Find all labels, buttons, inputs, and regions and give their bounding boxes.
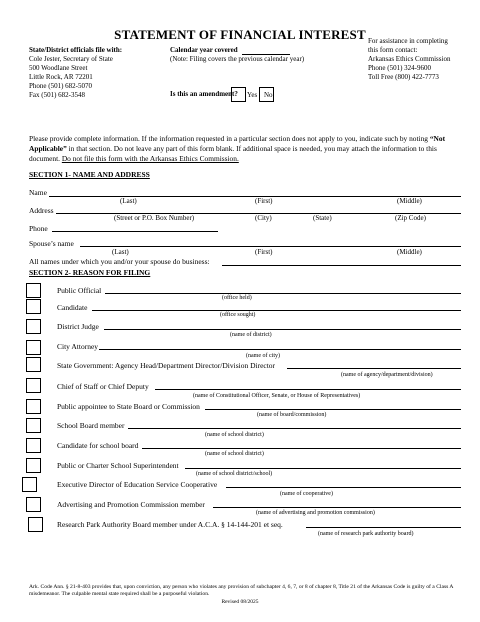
reason-checkbox[interactable]: [26, 319, 41, 334]
reason-sub: (name of school district): [205, 432, 264, 438]
address-label: Address: [29, 206, 54, 215]
footer-statute-text: Ark. Code Ann. § 21-8-403 provides that, upon conviction, any person who violates any provision of subchapter 4, 6, 7, or 8 of chapter 8, Title 21 of the Arkansas Code is guilty of a Class A misdemeanor. The culpable mental state required shall be a purposeful violation.: [29, 584, 454, 597]
reason-label: School Board member: [57, 421, 125, 430]
reason-label: Public appointee to State Board or Commission: [57, 402, 200, 411]
reason-field[interactable]: [104, 329, 461, 330]
reason-sub: (office sought): [220, 312, 256, 318]
spouse-name-field[interactable]: [80, 246, 461, 247]
section2-heading: SECTION 2- REASON FOR FILING: [29, 268, 151, 277]
spouse-label: Spouse’s name: [29, 239, 74, 248]
calendar-note: (Note: Filing covers the previous calendar year): [170, 55, 305, 63]
address-sub-street: (Street or P.O. Box Number): [114, 214, 195, 222]
reason-sub: (name of city): [246, 353, 280, 359]
address-sub-zip: (Zip Code): [395, 214, 426, 222]
reason-label: Candidate: [57, 303, 88, 312]
reason-checkbox[interactable]: [26, 378, 41, 393]
reason-label: Executive Director of Education Service Cooperative: [57, 480, 218, 489]
section1-heading: SECTION 1- NAME AND ADDRESS: [29, 170, 150, 179]
reason-sub: (name of agency/department/division): [341, 372, 433, 378]
file-with-line: Fax (501) 682-3548: [29, 91, 85, 99]
reason-checkbox[interactable]: [26, 283, 41, 298]
address-sub-city: (City): [255, 214, 272, 222]
assistance-line: For assistance in completing: [368, 37, 448, 45]
name-label: Name: [29, 188, 47, 197]
reason-checkbox[interactable]: [26, 458, 41, 473]
reason-field[interactable]: [155, 389, 461, 390]
reason-label: Chief of Staff or Chief Deputy: [57, 382, 149, 391]
reason-sub: (name of cooperative): [280, 491, 333, 497]
reason-field[interactable]: [287, 368, 461, 369]
reason-sub: (name of board/commission): [257, 412, 327, 418]
reason-field[interactable]: [99, 349, 461, 350]
file-with-line: Cole Jester, Secretary of State: [29, 55, 113, 63]
calendar-year-label: Calendar year covered: [170, 46, 238, 54]
reason-label: Advertising and Promotion Commission member: [57, 500, 205, 509]
reason-field[interactable]: [306, 527, 461, 528]
reason-sub: (name of advertising and promotion commission): [256, 510, 375, 516]
file-with-line: Phone (501) 682-5070: [29, 82, 92, 90]
reason-field[interactable]: [185, 468, 461, 469]
name-sub-middle: (Middle): [397, 197, 422, 205]
reason-label: State Government: Agency Head/Department Director/Division Director: [57, 361, 276, 370]
reason-label: Candidate for school board: [57, 441, 139, 450]
not-applicable-text: “Not Applicable”: [29, 134, 446, 153]
all-names-field[interactable]: [222, 265, 461, 266]
reason-sub: (name of Constitutional Officer, Senate, or House of Representatives): [193, 393, 361, 399]
reason-label: Public Official: [57, 286, 102, 295]
reason-field[interactable]: [105, 293, 461, 294]
assistance-line: Phone (501) 324-9600: [368, 64, 431, 72]
amendment-question: Is this an amendment?: [170, 90, 238, 98]
reason-label: District Judge: [57, 322, 99, 331]
amendment-yes-label: Yes: [247, 91, 258, 99]
reason-field[interactable]: [142, 448, 461, 449]
file-with-line: 500 Woodlane Street: [29, 64, 88, 72]
reason-label: Public or Charter School Superintendent: [57, 461, 179, 470]
assistance-line: Arkansas Ethics Commission: [368, 55, 451, 63]
do-not-file-text: Do not file this form with the Arkansas Ethics Commission.: [61, 154, 239, 163]
reason-field[interactable]: [213, 507, 461, 508]
revised-date: Revised 08/2025: [221, 599, 259, 605]
reason-checkbox[interactable]: [26, 357, 41, 372]
reason-sub: (name of school district/school): [196, 471, 273, 477]
reason-sub: (name of district): [230, 332, 272, 338]
amendment-yes-checkbox[interactable]: [231, 87, 246, 102]
reason-checkbox[interactable]: [26, 299, 41, 314]
assistance-line: Toll Free (800) 422-7773: [368, 73, 439, 81]
name-sub-first: (First): [255, 197, 273, 205]
reason-sub: (office held): [222, 295, 252, 301]
file-with-heading: State/District officials file with:: [29, 46, 123, 54]
reason-checkbox[interactable]: [26, 340, 41, 355]
phone-field[interactable]: [52, 231, 218, 232]
reason-checkbox[interactable]: [26, 399, 41, 414]
reason-sub: (name of school district): [205, 451, 264, 457]
instructions-paragraph: Please provide complete information. If the information requested in a particular section does not apply to you, indicate such by noting “Not Applicable” in that section. Do not leave any part of this form blank. If additional space is needed, you may attach the information to this document. Do not file this form with the Arkansas Ethics Commission.: [29, 134, 446, 163]
spouse-sub-first: (First): [255, 248, 273, 256]
reason-field[interactable]: [226, 487, 461, 488]
spouse-sub-middle: (Middle): [397, 248, 422, 256]
file-with-line: Little Rock, AR 72201: [29, 73, 93, 81]
phone-label: Phone: [29, 224, 48, 233]
reason-label: Research Park Authority Board member under A.C.A. § 14-144-201 et seq.: [57, 520, 283, 529]
reason-checkbox[interactable]: [28, 517, 43, 532]
amendment-no-label: No: [264, 91, 273, 99]
name-sub-last: (Last): [120, 197, 137, 205]
spouse-sub-last: (Last): [112, 248, 129, 256]
reason-checkbox[interactable]: [26, 438, 41, 453]
reason-sub: (name of research park authority board): [318, 531, 414, 537]
reason-field[interactable]: [128, 428, 461, 429]
reason-label: City Attorney: [57, 342, 99, 351]
reason-field[interactable]: [205, 409, 461, 410]
all-names-label: All names under which you and/or your spouse do business:: [29, 257, 210, 266]
assistance-line: this form contact:: [368, 46, 418, 54]
form-title: STATEMENT OF FINANCIAL INTEREST: [114, 27, 366, 42]
address-sub-state: (State): [313, 214, 332, 222]
reason-checkbox[interactable]: [26, 497, 41, 512]
reason-checkbox[interactable]: [22, 477, 37, 492]
reason-checkbox[interactable]: [26, 418, 41, 433]
reason-field[interactable]: [92, 310, 461, 311]
